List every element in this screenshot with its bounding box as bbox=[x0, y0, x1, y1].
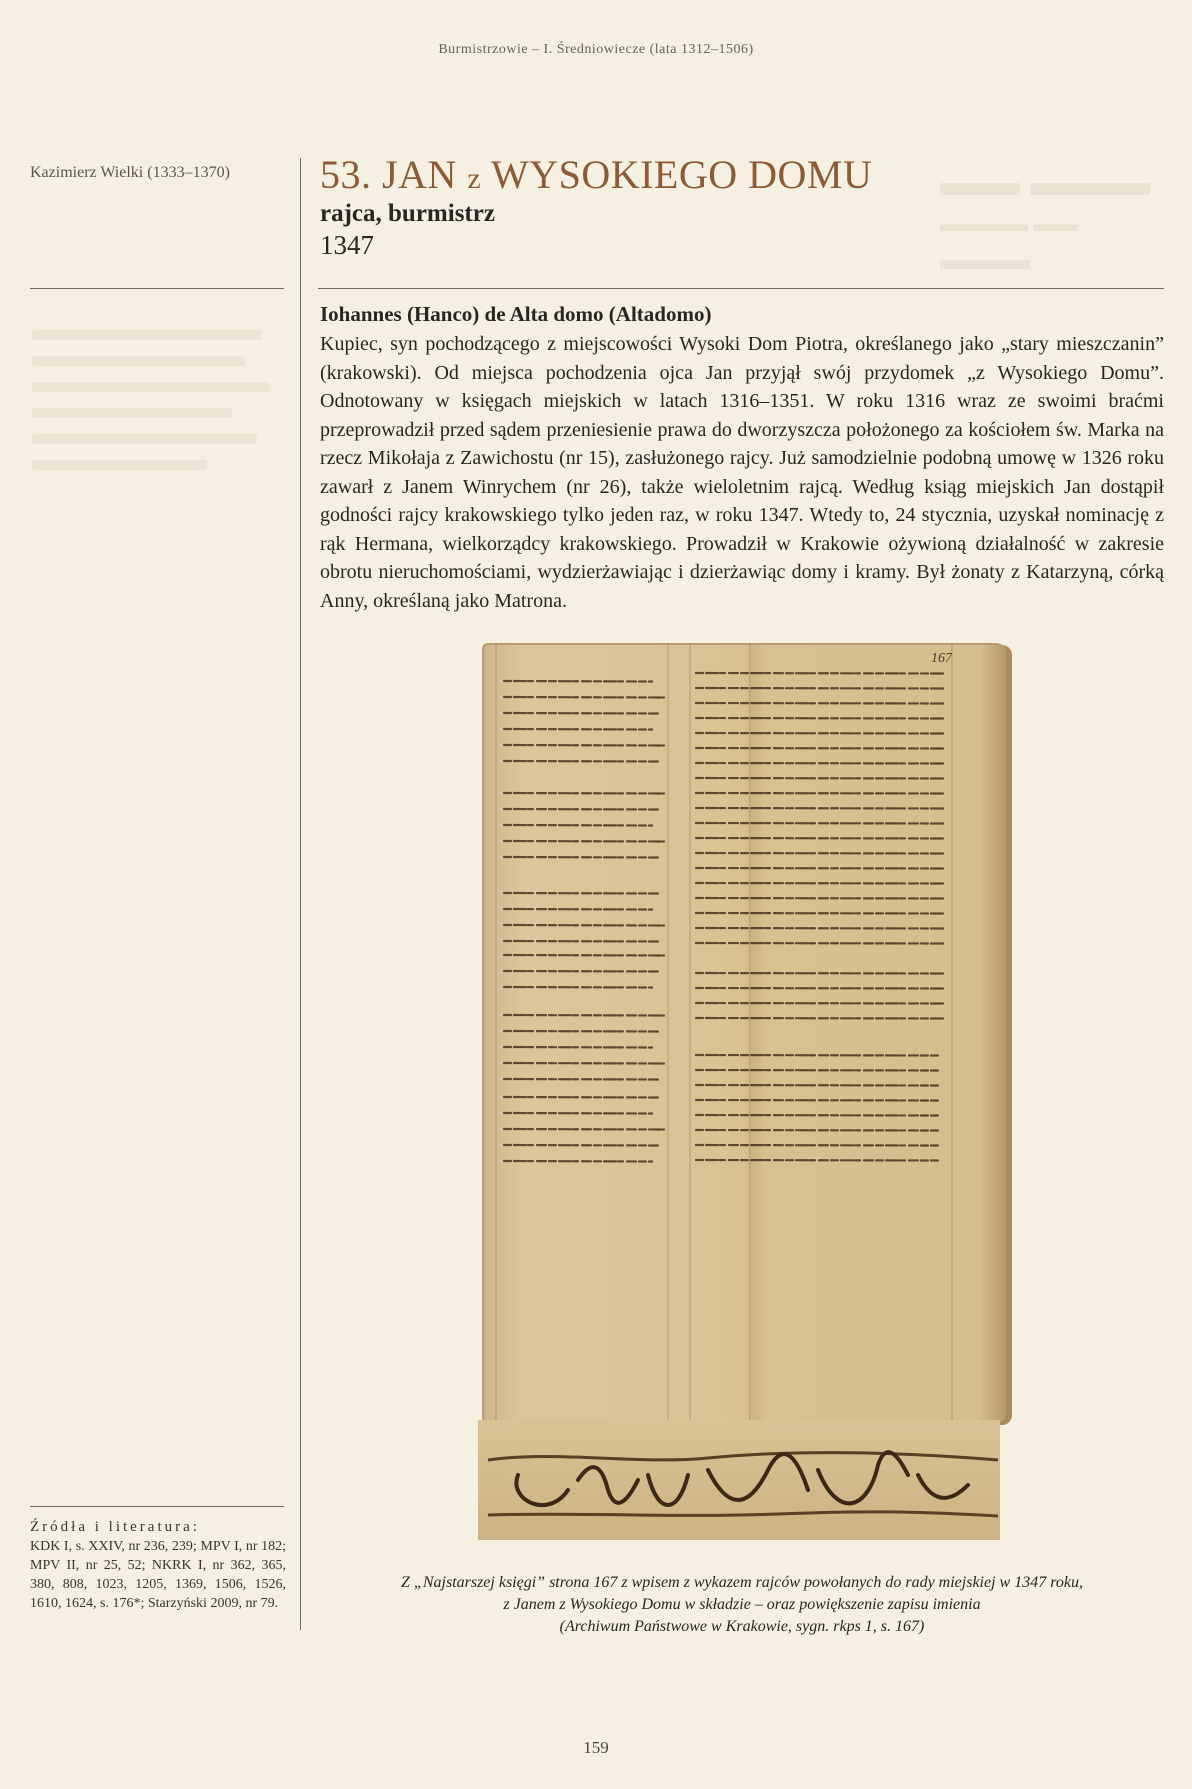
section-label: Kazimierz Wielki (1333–1370) bbox=[30, 164, 230, 181]
right-horizontal-rule bbox=[318, 288, 1164, 289]
biography-text: Kupiec, syn pochodzącego z miejscowości Wysoki Dom Piotra, określanego jako „stary mieszczanin” (krakowski). Od miejsca pochodzenia ojca Jan przyjął swój przydomek „z Wysokiego Domu”. Odnotowany w księgach miejskich w latach 1316–1351. W roku 1316 wraz ze swoimi braćmi przeprowadził przed sądem przeniesienie prawa do dworzyszcza położonego za kościołem św. Marka na rzecz Mikołaja z Zawichostu (nr 15), zasłużonego rajcy. Już samodzielnie podobną umowę w 1326 roku zawarł z Janem Winrychem (nr 26), także wieloletnim rajcą. Według ksiąg miejskich Jan dostąpił godności rajcy krakowskiego tylko jeden raz, w roku 1347. Wtedy to, 24 stycznia, uzyskał nominację z rąk Hermana, wielkorządcy krakowskiego. Prowadził w Krakowie ożywioną działalność w zakresie obrotu nieruchomościami, wydzierżawiając i dzierżawiąc domy i kramy. Był żonaty z Katarzyną, córką Anny, określaną jako Matrona. bbox=[320, 333, 1164, 612]
sources-rule bbox=[30, 1506, 284, 1507]
entry-role: rajca, burmistrz bbox=[320, 200, 495, 227]
manuscript-page-number: 167 bbox=[931, 651, 952, 666]
manuscript-writing bbox=[482, 643, 1006, 1423]
left-horizontal-rule bbox=[30, 288, 284, 289]
sources-heading: Źródła i literatura: bbox=[30, 1519, 200, 1535]
sources-block bbox=[30, 1518, 286, 1613]
bleed-through-right: ▬▬ ▬▬▬ ▬▬▬▬ ▬▬ ▬▬▬ bbox=[940, 159, 1150, 276]
signature-detail-image bbox=[478, 1420, 1000, 1540]
entry-title: 53. JAN z WYSOKIEGO DOMU bbox=[320, 152, 873, 197]
page-number: 159 bbox=[583, 1738, 609, 1757]
column-divider bbox=[300, 158, 301, 1630]
caption-line-3: (Archiwum Państwowe w Krakowie, sygn. rkps 1, s. 167) bbox=[559, 1618, 925, 1635]
figure-caption bbox=[318, 1572, 1166, 1638]
entry-year: 1347 bbox=[320, 230, 374, 260]
running-header: Burmistrzowie – I. Średniowiecze (lata 1312–1506) bbox=[438, 42, 754, 57]
name-enlargement bbox=[478, 1420, 1000, 1540]
caption-line-1: Z „Najstarszej księgi” strona 167 z wpisem z wykazem rajców powołanych do rady miejskiej w 1347 roku, bbox=[401, 1574, 1083, 1591]
manuscript-image bbox=[482, 643, 1006, 1423]
latin-name: Iohannes (Hanco) de Alta domo (Altadomo) bbox=[320, 302, 712, 326]
caption-line-2: z Janem z Wysokiego Domu w składzie – oraz powiększenie zapisu imienia bbox=[503, 1596, 981, 1613]
sources-text: KDK I, s. XXIV, nr 236, 239; MPV I, nr 182; MPV II, nr 25, 52; NKRK I, nr 362, 365, 380, 808, 1023, 1205, 1369, 1506, 1526, 1610, 1624, s. 176*; Starzyński 2009, nr 79. bbox=[30, 1539, 286, 1611]
entry-title-block bbox=[320, 154, 940, 261]
bleed-through-left bbox=[32, 330, 282, 486]
